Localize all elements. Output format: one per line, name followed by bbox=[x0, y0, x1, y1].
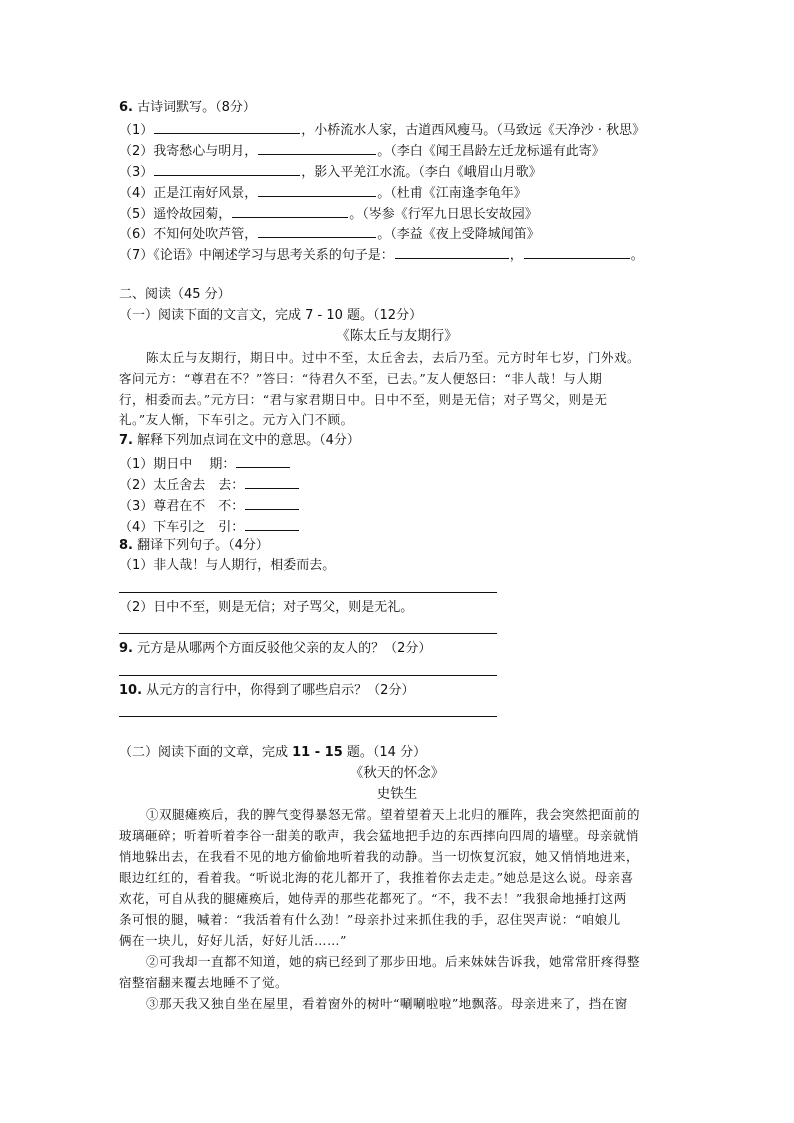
answer-blank[interactable] bbox=[258, 140, 376, 155]
q6-item-4 bbox=[119, 182, 527, 203]
q6-item-1-prefix: （1） bbox=[119, 123, 154, 138]
answer-blank[interactable] bbox=[245, 495, 299, 510]
q7-item-2-text: （2）太丘舍去 去： bbox=[119, 478, 245, 493]
passage-line: ②可我却一直都不知道，她的病已经到了那步田地。后来妹妹告诉我，她常常肝疼得整 bbox=[146, 954, 641, 969]
q7-item-3-text: （3）尊君在不 不： bbox=[119, 499, 245, 514]
q7-item-4-text: （4）下车引之 引： bbox=[119, 520, 245, 535]
q6-item-7-prefix: （7）《论语》中阐述学习与思考关系的句子是： bbox=[119, 248, 394, 263]
q6-item-2-prefix: （2）我寄愁心与明月， bbox=[119, 144, 258, 159]
q8-item-1: （1）非人哉！与人期行，相委而去。 bbox=[119, 558, 336, 573]
passage-line: 欢花，可自从我的腿瘫痪后，她侍弄的那些花都死了。“不，我不去！”我狠命地捶打这两 bbox=[119, 891, 627, 906]
section-heading: 二、阅读（45 分） bbox=[119, 287, 231, 302]
q6-item-5-text: 。（岑参《行军九日思长安故园》 bbox=[349, 207, 538, 222]
q6-item-7-end: 。 bbox=[630, 248, 644, 263]
q10-title bbox=[119, 682, 414, 700]
part1-intro: （一）阅读下面的文言文，完成 7 - 10 题。（12分） bbox=[119, 308, 423, 323]
q10-number: 10. bbox=[119, 683, 143, 698]
q6-item-2 bbox=[119, 140, 605, 161]
q7-item-1 bbox=[119, 453, 291, 474]
passage-line: 俩在一块儿，好好儿活，好好儿活……” bbox=[119, 933, 347, 948]
q9-number: 9. bbox=[119, 641, 133, 656]
passage-line: 悄地躲出去，在我看不见的地方偷偷地听着我的动静。当一切恢复沉寂，她又悄悄地进来， bbox=[119, 849, 640, 864]
answer-blank[interactable] bbox=[232, 203, 348, 218]
q6-item-1-text: ，小桥流水人家，古道西风瘦马。（马致远《天净沙 · 秋思》 bbox=[301, 123, 646, 138]
q6-item-5 bbox=[119, 203, 538, 224]
q7-number: 7. bbox=[119, 433, 133, 448]
passage-line: 宿整宿翻来覆去地睡不了觉。 bbox=[119, 975, 289, 990]
q6-title-text: 古诗词默写。（8分） bbox=[137, 100, 256, 115]
passage-line: 行，相委而去。”元方曰：“君与家君期日中。日中不至，则是无信；对子骂父，则是无 bbox=[119, 392, 608, 407]
passage-line: 陈太丘与友期行，期日中。过中不至，太丘舍去，去后乃至。元方时年七岁，门外戏。 bbox=[146, 350, 641, 365]
q8-title bbox=[119, 537, 269, 555]
answer-blank[interactable] bbox=[154, 119, 300, 134]
q8-number: 8. bbox=[119, 538, 133, 553]
q6-item-6-text: 。（李益《夜上受降城闻笛》 bbox=[377, 227, 540, 242]
passage-line: 玻璃砸碎；听着听着李谷一甜美的歌声，我会猛地把手边的东西摔向四周的墙壁。母亲就悄 bbox=[119, 828, 640, 843]
q7-item-4 bbox=[119, 516, 300, 537]
q6-item-7 bbox=[119, 244, 644, 265]
answer-blank[interactable] bbox=[524, 244, 630, 259]
q10-title-text: 从元方的言行中，你得到了哪些启示？（2分） bbox=[146, 683, 415, 698]
q6-item-5-prefix: （5）遥怜故园菊， bbox=[119, 207, 232, 222]
part2-intro-points: 题。（14 分） bbox=[342, 745, 427, 760]
passage-line: 眼边红红的，看着我。“听说北海的花儿都开了，我推着你去走走。”她总是这么说。母亲喜 bbox=[119, 870, 634, 885]
answer-blank[interactable] bbox=[258, 223, 376, 238]
passage-line: 条可恨的腿，喊着：“我活着有什么劲！”母亲扑过来抓住我的手，忍住哭声说：“咱娘儿 bbox=[119, 912, 621, 927]
q7-item-3 bbox=[119, 495, 300, 516]
answer-blank[interactable] bbox=[245, 474, 299, 489]
q6-title bbox=[119, 99, 256, 117]
answer-blank[interactable] bbox=[236, 453, 290, 468]
q6-item-3 bbox=[119, 161, 542, 182]
answer-blank[interactable] bbox=[258, 182, 376, 197]
part1-title: 《陈太丘与友期行》 bbox=[336, 328, 458, 344]
q7-item-2 bbox=[119, 474, 300, 495]
q6-item-4-prefix: （4）正是江南好风景， bbox=[119, 186, 258, 201]
part2-intro-range: 11 - 15 bbox=[292, 745, 343, 760]
q8-item-2: （2）日中不至，则是无信；对子骂父，则是无礼。 bbox=[119, 600, 414, 615]
q6-item-2-text: 。（李白《闻王昌龄左迁龙标遥有此寄》 bbox=[377, 144, 605, 159]
passage-line: ③那天我又独自坐在屋里，看着窗外的树叶“唰唰啦啦”地飘落。母亲进来了，挡在窗 bbox=[146, 996, 628, 1011]
q7-title-text: 解释下列加点词在文中的意思。（4分） bbox=[137, 433, 360, 448]
answer-line[interactable] bbox=[119, 592, 497, 593]
q7-item-1-text: （1）期日中 期： bbox=[119, 457, 236, 472]
answer-blank[interactable] bbox=[245, 516, 299, 531]
answer-line[interactable] bbox=[119, 633, 497, 634]
part2-intro bbox=[119, 744, 426, 762]
q9-title bbox=[119, 640, 431, 658]
passage-line: ①双腿瘫痪后，我的脾气变得暴怒无常。望着望着天上北归的雁阵，我会突然把面前的 bbox=[146, 807, 641, 822]
part2-intro-text: （二）阅读下面的文章，完成 bbox=[119, 745, 293, 760]
q7-title bbox=[119, 432, 360, 450]
answer-blank[interactable] bbox=[154, 161, 300, 176]
q6-item-7-separator: ， bbox=[509, 248, 523, 263]
q9-title-text: 元方是从哪两个方面反驳他父亲的友人的？（2分） bbox=[137, 641, 432, 656]
q6-item-4-text: 。（杜甫《江南逢李龟年》 bbox=[377, 186, 527, 201]
q6-item-1 bbox=[119, 119, 645, 140]
q6-item-6-prefix: （6）不知何处吹芦管， bbox=[119, 227, 258, 242]
passage-line: 客问元方：“尊君在不？”答曰：“待君久不至，已去。”友人便怒曰：“非人哉！与人期 bbox=[119, 371, 603, 386]
q6-item-6 bbox=[119, 223, 540, 244]
part2-author: 史铁生 bbox=[376, 786, 418, 802]
part2-title: 《秋天的怀念》 bbox=[349, 765, 445, 781]
q6-item-3-prefix: （3） bbox=[119, 165, 154, 180]
answer-blank[interactable] bbox=[395, 244, 509, 259]
q6-number: 6. bbox=[119, 100, 133, 115]
q8-title-text: 翻译下列句子。（4分） bbox=[137, 538, 269, 553]
answer-line[interactable] bbox=[119, 716, 497, 717]
answer-line[interactable] bbox=[119, 675, 497, 676]
passage-line: 礼。”友人惭，下车引之。元方入门不顾。 bbox=[119, 412, 354, 427]
q6-item-3-text: ，影入平羌江水流。（李白《峨眉山月歌》 bbox=[301, 165, 542, 180]
